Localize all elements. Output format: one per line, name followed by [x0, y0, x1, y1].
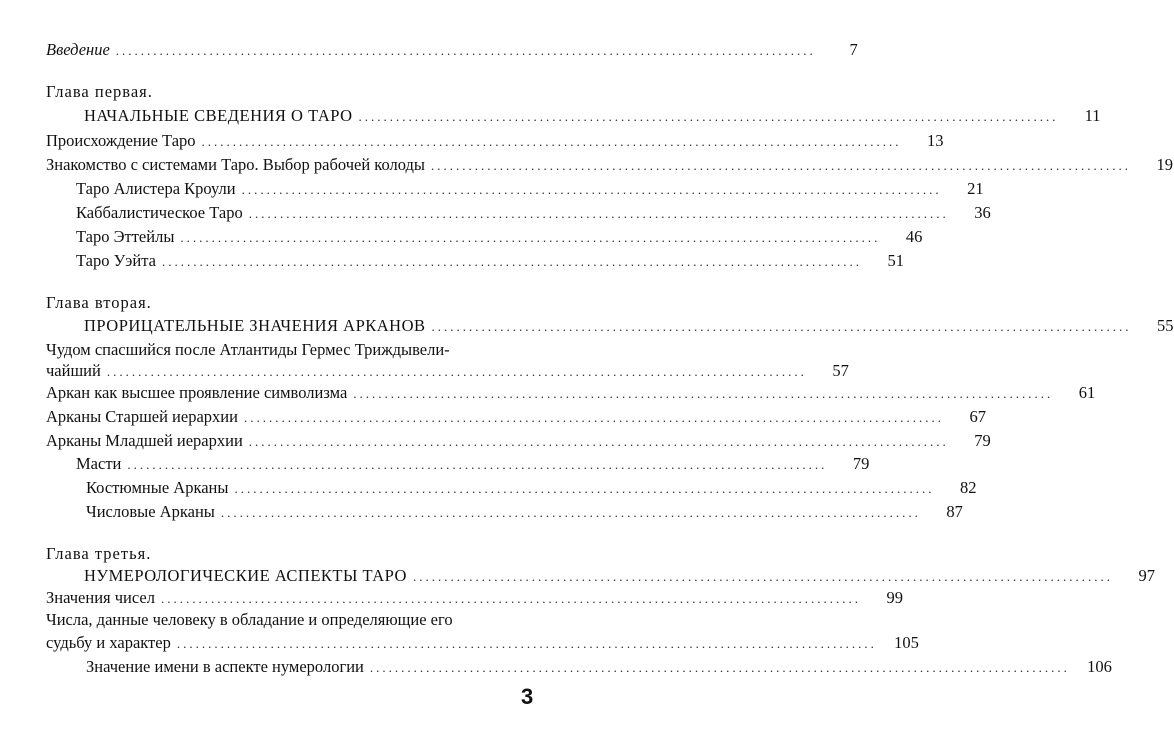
- toc-entry: [46, 131, 944, 152]
- entry-text: Масти: [76, 454, 122, 473]
- entry-page: 11: [1084, 106, 1101, 125]
- dot-leader: ................................................................................................................: [127, 457, 828, 472]
- dot-leader: ................................................................................................................: [353, 386, 1054, 401]
- toc-entry: [76, 203, 991, 224]
- entry-text: Значения чисел: [46, 588, 155, 607]
- entry-page: 7: [849, 40, 858, 59]
- entry-text: Таро Уэйта: [76, 251, 156, 270]
- page-number: 3: [521, 684, 534, 709]
- entry-text: Происхождение Таро: [46, 131, 196, 150]
- toc-entry: [86, 657, 1112, 678]
- dot-leader: ................................................................................................................: [161, 254, 862, 269]
- entry-text: ПРОРИЦАТЕЛЬНЫЕ ЗНАЧЕНИЯ АРКАНОВ: [84, 316, 426, 335]
- toc-entry: [46, 155, 1173, 176]
- entry-text: Арканы Младшей иерархии: [46, 431, 243, 450]
- entry-text: Арканы Старшей иерархии: [46, 407, 238, 426]
- dot-leader: ................................................................................................................: [248, 434, 949, 449]
- entry-page: 46: [905, 227, 923, 246]
- chapter-title: [84, 566, 1155, 587]
- dot-leader: ................................................................................................................: [243, 410, 944, 425]
- entry-page: 61: [1078, 383, 1096, 402]
- entry-page: 21: [967, 179, 984, 198]
- entry-text: Костюмные Арканы: [86, 478, 229, 497]
- toc-entry-intro: [46, 40, 858, 61]
- chapter-label: Глава третья.: [46, 544, 152, 563]
- dot-leader: ................................................................................................................: [369, 660, 1070, 675]
- entry-page: 79: [852, 454, 870, 473]
- toc-entry: [76, 251, 904, 272]
- toc-entry: [46, 633, 919, 654]
- dot-leader: ................................................................................................................: [412, 569, 1113, 584]
- dot-leader: ................................................................................................................: [160, 591, 861, 606]
- entry-text: Числовые Арканы: [86, 502, 215, 521]
- entry-text: Аркан как высшее проявление символизма: [46, 383, 348, 402]
- dot-leader: ................................................................................................................: [176, 636, 877, 651]
- toc-entry: [46, 361, 849, 382]
- entry-text-continued: судьбу и характер: [46, 633, 171, 652]
- entry-page: 82: [959, 478, 977, 497]
- entry-text: Таро Эттейлы: [76, 227, 175, 246]
- dot-leader: ................................................................................................................: [234, 481, 935, 496]
- entry-text: Введение: [46, 40, 110, 59]
- entry-page: 36: [974, 203, 991, 222]
- toc-entry: [86, 478, 977, 499]
- entry-text: Каббалистическое Таро: [76, 203, 243, 222]
- dot-leader: ................................................................................................................: [106, 364, 807, 379]
- chapter-label: Глава первая.: [46, 82, 153, 101]
- entry-text: Чудом спасшийся после Атлантиды Гермес Триждывели-: [46, 340, 450, 359]
- dot-leader: ................................................................................................................: [358, 109, 1059, 124]
- dot-leader: ................................................................................................................: [115, 43, 816, 58]
- entry-text: Числа, данные человеку в обладание и определяющие его: [46, 610, 453, 629]
- dot-leader: ................................................................................................................: [431, 319, 1132, 334]
- toc-entry: [86, 502, 963, 523]
- entry-page: 57: [832, 361, 849, 380]
- entry-text-continued: чайший: [46, 361, 101, 380]
- toc-entry: [46, 588, 903, 609]
- entry-page: 97: [1138, 566, 1155, 585]
- entry-page: 87: [946, 502, 963, 521]
- dot-leader: ................................................................................................................: [180, 230, 881, 245]
- entry-text: НАЧАЛЬНЫЕ СВЕДЕНИЯ О ТАРО: [84, 106, 353, 125]
- entry-page: 19: [1156, 155, 1173, 174]
- entry-page: 105: [894, 633, 919, 652]
- chapter-title: [84, 316, 1174, 337]
- entry-text: Значение имени в аспекте нумерологии: [86, 657, 364, 676]
- entry-text: НУМЕРОЛОГИЧЕСКИЕ АСПЕКТЫ ТАРО: [84, 566, 407, 585]
- entry-page: 51: [887, 251, 904, 270]
- dot-leader: ................................................................................................................: [201, 134, 902, 149]
- entry-page: 106: [1087, 657, 1112, 676]
- dot-leader: ................................................................................................................: [241, 182, 942, 197]
- dot-leader: ................................................................................................................: [248, 206, 949, 221]
- toc-entry: [76, 227, 923, 248]
- entry-page: 67: [969, 407, 986, 426]
- dot-leader: ................................................................................................................: [431, 158, 1131, 173]
- entry-text: Знакомство с системами Таро. Выбор рабочей колоды: [46, 155, 425, 174]
- toc-entry: [46, 431, 991, 452]
- entry-page: 99: [886, 588, 903, 607]
- entry-page: 13: [927, 131, 944, 150]
- toc-entry: [76, 454, 870, 475]
- toc-entry: [46, 407, 986, 428]
- entry-page: 55: [1157, 316, 1174, 335]
- chapter-label: Глава вторая.: [46, 293, 152, 312]
- entry-text: Таро Алистера Кроули: [76, 179, 236, 198]
- chapter-title: [84, 106, 1101, 127]
- toc-entry: [76, 179, 984, 200]
- dot-leader: ................................................................................................................: [220, 505, 921, 520]
- entry-page: 79: [974, 431, 991, 450]
- toc-entry: [46, 383, 1096, 404]
